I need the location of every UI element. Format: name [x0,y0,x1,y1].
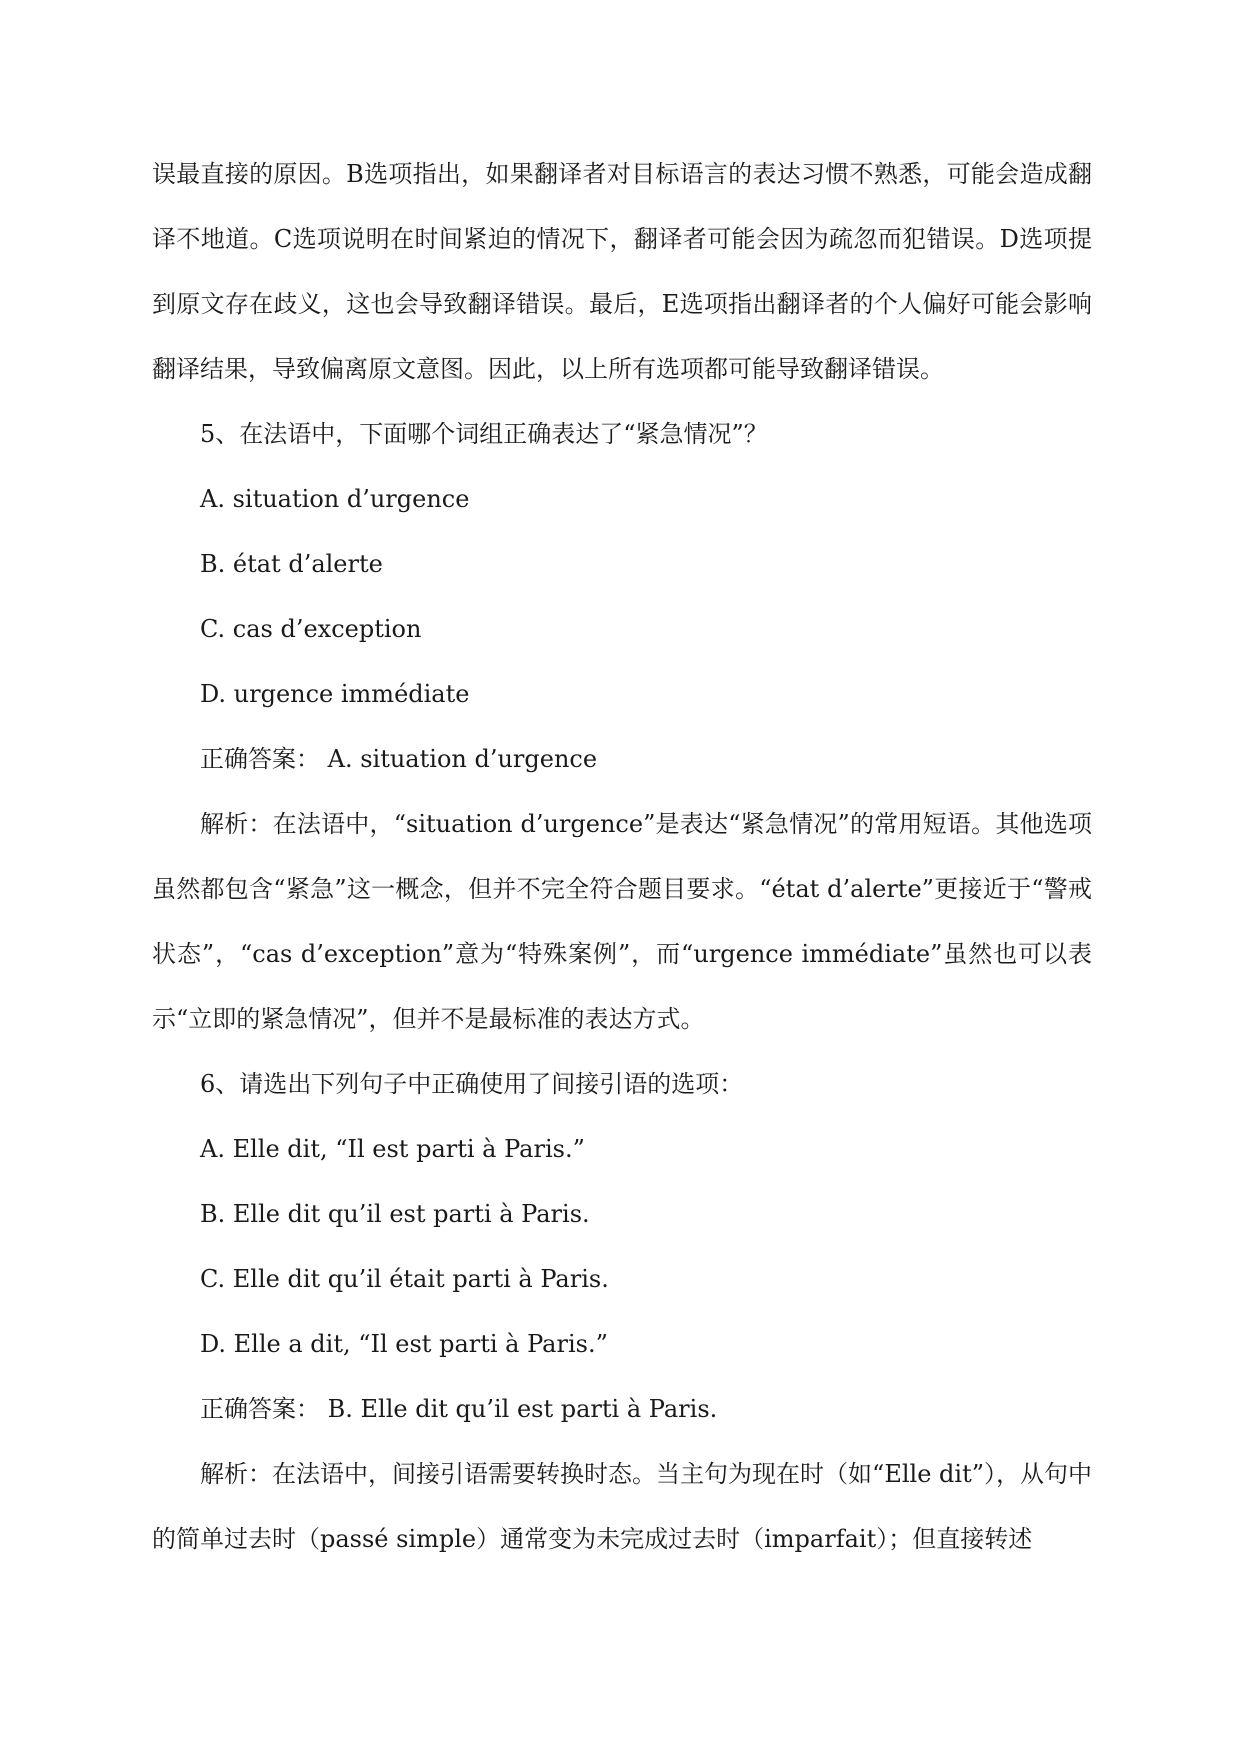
question-5-analysis: 解析：在法语中，“situation d’urgence”是表达“紧急情况”的常用短语。其他选项虽然都包含“紧急”这一概念，但并不完全符合题目要求。“état d’alerte”更接近于“警戒状态”，“cas d’exception”意为“特殊案例”，而“urgence immédiate”虽然也可以表示“立即的紧急情况”，但并不是最标准的表达方式。 [152,810,1092,1033]
question-5-option-d: D. urgence immédiate [200,680,470,708]
question-6-option-b: B. Elle dit qu’il est parti à Paris. [200,1200,590,1228]
intro-paragraph: 误最直接的原因。B选项指出，如果翻译者对目标语言的表达习惯不熟悉，可能会造成翻译不地道。C选项说明在时间紧迫的情况下，翻译者可能会因为疏忽而犯错误。D选项提到原文存在歧义，这也会导致翻译错误。最后，E选项指出翻译者的个人偏好可能会影响翻译结果，导致偏离原文意图。因此，以上所有选项都可能导致翻译错误。 [152,160,1092,383]
question-6-answer: 正确答案： B. Elle dit qu’il est parti à Paris. [200,1395,718,1423]
question-5-stem: 5、在法语中，下面哪个词组正确表达了“紧急情况”？ [200,420,768,448]
question-5 [152,402,1092,1052]
question-6-stem: 6、请选出下列句子中正确使用了间接引语的选项： [200,1070,744,1098]
question-6-option-c: C. Elle dit qu’il était parti à Paris. [200,1265,609,1293]
page-content [152,142,1092,1572]
question-5-option-a: A. situation d’urgence [200,485,470,513]
question-5-option-b: B. état d’alerte [200,550,383,578]
question-6 [152,1052,1092,1572]
question-5-answer: 正确答案： A. situation d’urgence [200,745,598,773]
question-5-option-c: C. cas d’exception [200,615,422,643]
question-6-option-a: A. Elle dit, “Il est parti à Paris.” [200,1135,585,1163]
question-6-option-d: D. Elle a dit, “Il est parti à Paris.” [200,1330,608,1358]
question-6-analysis: 解析：在法语中，间接引语需要转换时态。当主句为现在时（如“Elle dit”），从句中的简单过去时（passé simple）通常变为未完成过去时（imparfait）；但直接转述 [152,1460,1092,1553]
